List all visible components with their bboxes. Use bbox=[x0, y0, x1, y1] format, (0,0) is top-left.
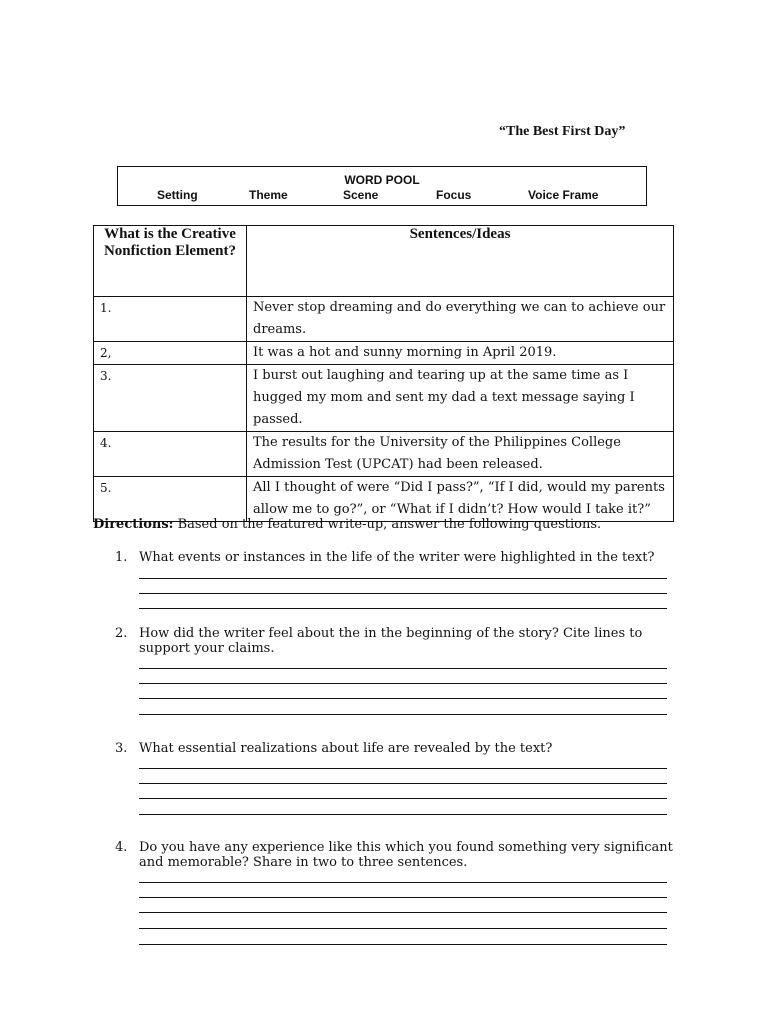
question-number: 4. bbox=[115, 840, 128, 855]
word-pool-item-voice-frame: Voice Frame bbox=[528, 188, 599, 202]
row-sentence: Never stop dreaming and do everything we can to achieve our dreams. bbox=[247, 297, 674, 342]
answer-line[interactable] bbox=[139, 714, 667, 715]
question-number: 1. bbox=[115, 550, 128, 565]
directions bbox=[93, 517, 601, 532]
question-number: 2. bbox=[115, 626, 128, 641]
word-pool-item-focus: Focus bbox=[436, 188, 472, 202]
answer-line[interactable] bbox=[139, 798, 667, 799]
answer-line[interactable] bbox=[139, 668, 667, 669]
answer-line[interactable] bbox=[139, 698, 667, 699]
row-number: 3. bbox=[94, 365, 247, 432]
answer-line[interactable] bbox=[139, 928, 667, 929]
question-number: 3. bbox=[115, 741, 128, 756]
table-row bbox=[94, 342, 674, 365]
answer-line[interactable] bbox=[139, 683, 667, 684]
answer-line[interactable] bbox=[139, 882, 667, 883]
word-pool-item-setting: Setting bbox=[157, 188, 198, 202]
row-sentence: All I thought of were “Did I pass?”, “If I did, would my parents allow me to go?”, or “What if I didn’t? How would I take it?” bbox=[247, 477, 674, 522]
answer-line[interactable] bbox=[139, 593, 667, 594]
story-title: “The Best First Day” bbox=[499, 124, 626, 139]
answer-line[interactable] bbox=[139, 768, 667, 769]
answer-line[interactable] bbox=[139, 783, 667, 784]
question-text: Do you have any experience like this which you found something very significant and memorable? Share in two to three sentences. bbox=[139, 840, 673, 870]
directions-label: Directions: bbox=[93, 517, 174, 532]
row-sentence: The results for the University of the Philippines College Admission Test (UPCAT) had been released. bbox=[247, 432, 674, 477]
answer-line[interactable] bbox=[139, 578, 667, 579]
row-sentence: It was a hot and sunny morning in April 2019. bbox=[247, 342, 674, 365]
question-text: What events or instances in the life of the writer were highlighted in the text? bbox=[139, 550, 655, 565]
table-row bbox=[94, 477, 674, 522]
table-row bbox=[94, 432, 674, 477]
element-table bbox=[93, 225, 674, 522]
word-pool-heading: WORD POOL bbox=[344, 173, 420, 187]
table-row bbox=[94, 365, 674, 432]
row-number: 2, bbox=[94, 342, 247, 365]
question-text: How did the writer feel about the in the beginning of the story? Cite lines to support your claims. bbox=[139, 626, 643, 656]
row-number: 4. bbox=[94, 432, 247, 477]
table-header-row bbox=[94, 226, 674, 297]
header-element: What is the Creative Nonfiction Element? bbox=[94, 226, 247, 297]
answer-line[interactable] bbox=[139, 814, 667, 815]
row-sentence: I burst out laughing and tearing up at the same time as I hugged my mom and sent my dad a text message saying I passed. bbox=[247, 365, 674, 432]
word-pool-box bbox=[117, 166, 647, 206]
word-pool-item-scene: Scene bbox=[343, 188, 379, 202]
word-pool-item-theme: Theme bbox=[249, 188, 288, 202]
directions-text: Based on the featured write-up, answer the following questions. bbox=[173, 517, 602, 532]
answer-line[interactable] bbox=[139, 944, 667, 945]
row-number: 1. bbox=[94, 297, 247, 342]
row-number: 5. bbox=[94, 477, 247, 522]
answer-line[interactable] bbox=[139, 897, 667, 898]
question-text: What essential realizations about life are revealed by the text? bbox=[139, 741, 553, 756]
answer-line[interactable] bbox=[139, 912, 667, 913]
table-row bbox=[94, 297, 674, 342]
answer-line[interactable] bbox=[139, 608, 667, 609]
header-sentences: Sentences/Ideas bbox=[247, 226, 674, 297]
